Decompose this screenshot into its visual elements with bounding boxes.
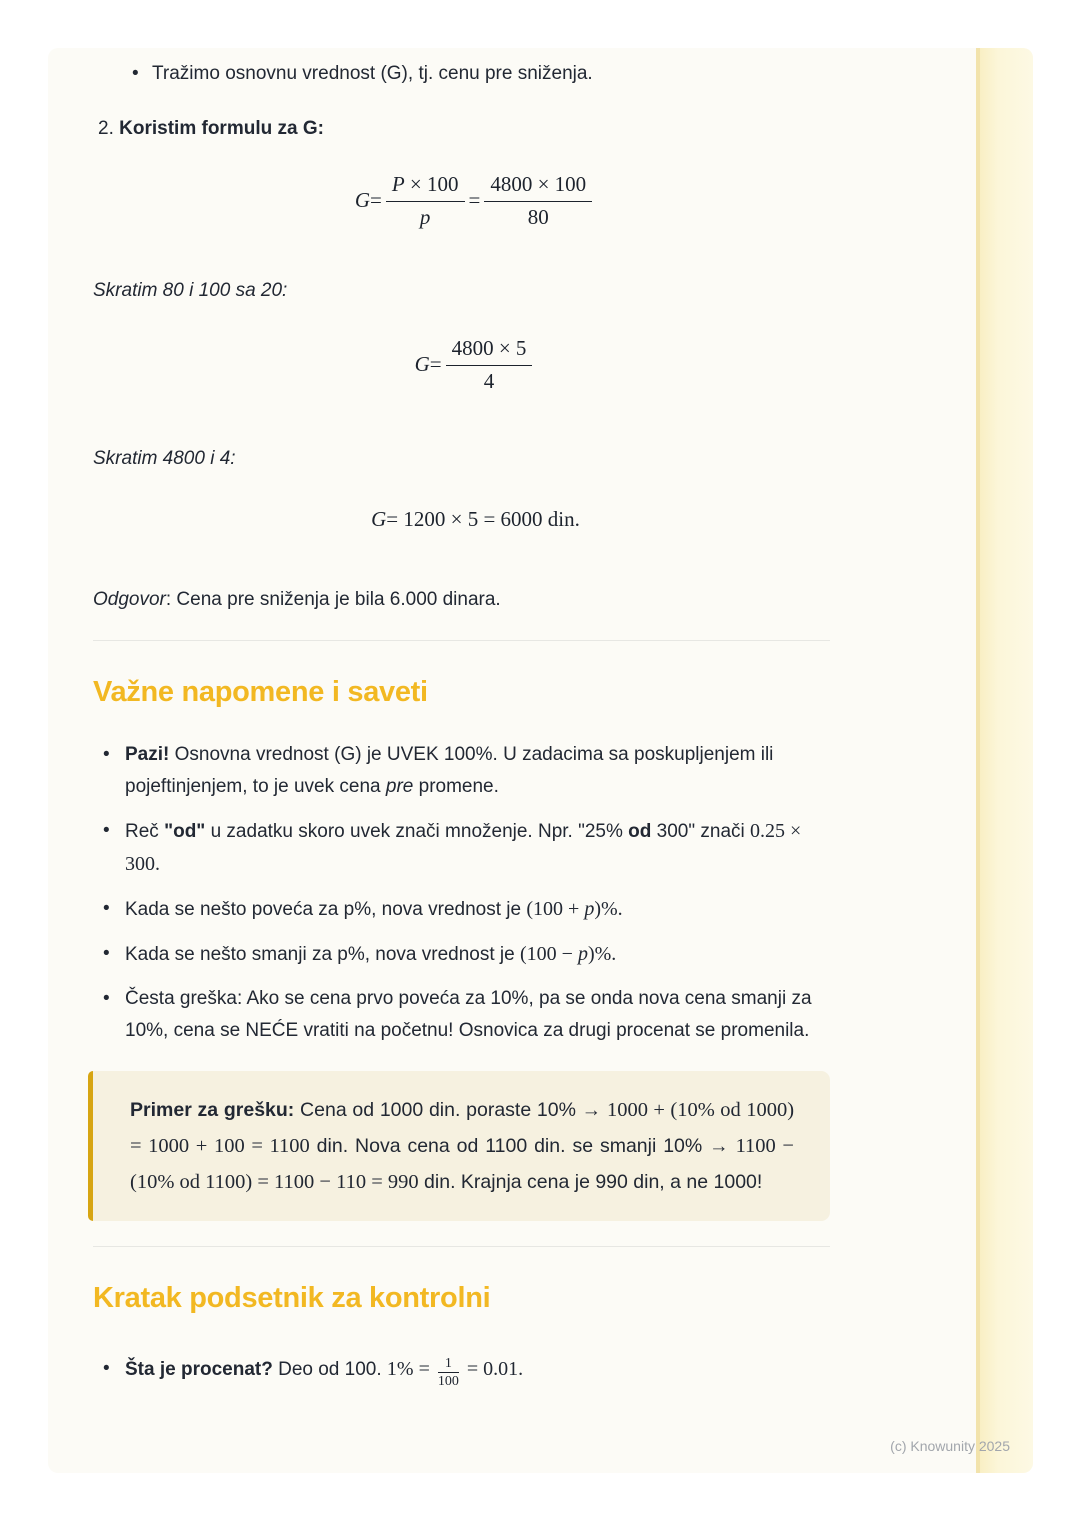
- inline-math: [526, 898, 622, 920]
- aside-note: Skratim 4800 i 4:: [93, 448, 236, 469]
- page-content: [93, 48, 830, 1389]
- formula-eq: =: [429, 352, 442, 377]
- list-item: [93, 983, 830, 1047]
- math-text: = 0.01.: [461, 1358, 524, 1380]
- formula-lhs: G: [371, 507, 387, 532]
- answer-label: Odgovor: [93, 589, 166, 610]
- warning-callout: [88, 1071, 830, 1221]
- inline-math: [520, 943, 616, 965]
- text: Reč: [125, 821, 165, 842]
- text: Cena od 1000 din. poraste 10% →: [294, 1099, 607, 1121]
- text: Deo od 100.: [272, 1359, 387, 1380]
- bold-text: "od": [164, 821, 206, 842]
- fraction-denominator: 80: [527, 204, 549, 229]
- formula-eq: =: [369, 188, 382, 213]
- text: Kada se nešto poveća za p%, nova vrednost je: [125, 899, 527, 920]
- text: u zadatku skoro uvek znači množenje. Npr. "25%: [205, 821, 629, 842]
- math-variable: p: [584, 898, 595, 920]
- callout-text: [130, 1092, 794, 1200]
- fraction: [484, 172, 592, 229]
- formula-result: [93, 507, 830, 533]
- text: Česta greška: Ako se cena prvo poveća za 10%, pa se onda nova cena smanji za 10%, cena se NEĆE vratiti na početnu! Osnovica za drugi procenat se promenila.: [125, 988, 812, 1041]
- watermark-copyright: (c) Knowunity 2025: [890, 1438, 1010, 1454]
- text: din. Krajnja cena je 990 din, a ne 1000!: [418, 1171, 763, 1193]
- math-text: (100 −: [520, 943, 578, 965]
- section-title-notes: Važne napomene i saveti: [93, 676, 428, 708]
- text: 300" znači: [651, 821, 751, 842]
- bold-text: Pazi!: [125, 744, 170, 765]
- section-divider: [93, 640, 830, 641]
- fraction: [446, 336, 533, 393]
- inline-math: 1100 − (10% od 1100) = 1100 − 110 = 990: [130, 1135, 794, 1193]
- intro-list: [93, 58, 830, 90]
- document-page: [48, 48, 1033, 1473]
- section-divider: [93, 1246, 830, 1247]
- answer-text: : Cena pre sniženja je bila 6.000 dinara.: [165, 589, 501, 610]
- section-title-recap: Kratak podsetnik za kontrolni: [93, 1282, 491, 1314]
- fraction-denominator: 100: [437, 1374, 459, 1389]
- text: Osnovna vrednost (G) je UVEK 100%. U zadacima sa poskupljenjem ili pojeftinjenjem, to je uvek cena: [125, 744, 774, 797]
- fraction-numerator: 4800 × 5: [446, 336, 533, 365]
- math-text: = 1200 × 5 = 6000 din.: [386, 507, 580, 532]
- inline-math: [386, 1355, 524, 1389]
- math-text: )%.: [594, 898, 623, 920]
- fraction-numerator: 1: [438, 1356, 459, 1373]
- math-text: 1% =: [386, 1358, 435, 1380]
- math-text: )%.: [587, 943, 617, 965]
- formula-main: [93, 172, 830, 230]
- text: Kada se nešto smanji za p%, nova vrednost je: [125, 944, 521, 965]
- step-title: Koristim formulu za G:: [119, 118, 324, 139]
- fraction: [386, 172, 465, 229]
- formula-lhs: G: [414, 352, 430, 377]
- fraction: [438, 1356, 459, 1390]
- math-variable: P: [391, 172, 405, 197]
- italic-text: pre: [385, 776, 414, 797]
- inline-math: 0.25 × 300.: [125, 820, 802, 875]
- fraction-numerator: 4800 × 100: [484, 172, 592, 201]
- list-item: [93, 1353, 830, 1389]
- aside-note: Skratim 80 i 100 sa 20:: [93, 280, 288, 301]
- fraction-denominator: 4: [483, 368, 495, 393]
- callout-bold-label: Primer za grešku:: [130, 1099, 295, 1121]
- numbered-step: [98, 113, 830, 145]
- text: promene.: [413, 776, 499, 797]
- bold-text: Šta je procenat?: [125, 1359, 273, 1380]
- fraction-numerator: [386, 172, 465, 201]
- text: din. Nova cena od 1100 din. se smanji 10% →: [309, 1135, 736, 1157]
- bold-text: od: [628, 821, 652, 842]
- page-margin-stripe: [976, 48, 1033, 1473]
- formula-lhs: G: [354, 188, 370, 213]
- inline-math: 1000 + (10% od 1000) = 1000 + 100 = 1100: [130, 1099, 795, 1157]
- formula-eq: =: [468, 188, 481, 213]
- list-item: [93, 938, 830, 971]
- math-variable: p: [577, 943, 588, 965]
- list-item: [93, 815, 830, 881]
- list-item: [93, 739, 830, 803]
- fraction-denominator: p: [419, 204, 431, 229]
- answer-line: [93, 584, 830, 616]
- recap-list: [93, 1353, 830, 1389]
- formula-step2: [93, 336, 830, 394]
- notes-list: [93, 739, 830, 1047]
- step-number: 2.: [98, 118, 114, 139]
- math-text: × 100: [404, 172, 459, 197]
- list-item: [93, 893, 830, 926]
- math-text: (100 +: [526, 898, 585, 920]
- list-item: • Tražimo osnovnu vrednost (G), tj. cenu pre sniženja.: [93, 58, 830, 90]
